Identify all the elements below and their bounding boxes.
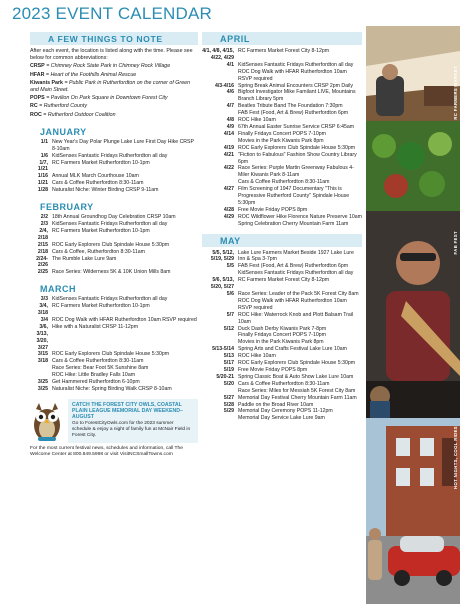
photo-label-fab: FAB FEST xyxy=(453,231,458,255)
event-text: FAB Fest (Food, Art & Brew) Rutherfordton 6pm xyxy=(238,110,349,117)
event-row xyxy=(202,339,362,346)
event-row xyxy=(202,124,362,131)
event-date: 2/15 xyxy=(37,241,48,248)
event-date: 4/27 xyxy=(223,186,234,193)
event-row xyxy=(202,374,362,381)
event-text: Finally Fridays Concert POPS 7-10pm xyxy=(238,130,326,137)
event-date: 4/8 xyxy=(226,117,234,124)
event-row xyxy=(30,379,198,386)
event-row xyxy=(30,317,198,324)
event-row xyxy=(202,291,362,298)
event-date: 5/13 xyxy=(223,353,234,360)
photo-label-market: RC FARMERS MARKET xyxy=(453,66,458,120)
event-row xyxy=(30,180,198,187)
event-date: 1/16 xyxy=(37,173,48,180)
event-row xyxy=(202,381,362,388)
event-text: Movies in the Park Kiwanis Park 8pm xyxy=(238,137,324,144)
event-date: 3/15 xyxy=(37,351,48,358)
event-date: 2/3 xyxy=(40,220,48,227)
event-row xyxy=(30,153,198,160)
month-heading: FEBRUARY xyxy=(40,202,94,213)
abbreviation-item xyxy=(30,72,198,79)
event-row xyxy=(30,139,198,153)
event-date: 3/4, 3/18 xyxy=(37,303,48,317)
event-text: Memorial Day Festival Cherry Mountain Farm 11am xyxy=(238,394,357,401)
event-text: ROC Hike: Little Bradley Falls 10am xyxy=(52,372,136,379)
event-date: 5/29 xyxy=(223,408,234,415)
abbreviation-key: POPS xyxy=(30,95,45,102)
event-text: Free Movie Friday POPS 8pm xyxy=(238,206,308,213)
promo-box xyxy=(68,399,198,443)
event-date: 1/21 xyxy=(37,180,48,187)
abbreviation-value: = Heart of the Foothills Animal Rescue xyxy=(44,71,137,78)
abbreviation-key: CRSP xyxy=(30,63,45,70)
event-row xyxy=(202,353,362,360)
event-row xyxy=(30,365,198,372)
event-text: KidSenses Fantastic Fridays Rutherfordton all day xyxy=(238,61,354,68)
event-text: Cars & Coffee Rutherfordton 8:30-11am xyxy=(238,380,330,387)
event-date: 5/19 xyxy=(223,366,234,373)
event-text: RC Farmers Market Rutherfordton 10-1pm xyxy=(52,227,150,234)
event-date xyxy=(30,372,52,379)
month-heading: APRIL xyxy=(202,32,362,45)
event-text: KidSenses Fantastic Fridays Rutherfordton all day xyxy=(52,220,168,227)
event-text: Race Series: Bear Foot 5K Sunshine 8am xyxy=(52,365,149,372)
event-date: 2/2 xyxy=(40,214,48,221)
event-text: Race Series: Leader of the Pack 5K Forest City 8am xyxy=(238,291,359,297)
abbreviation-value: = Rutherford Outdoor Coalition xyxy=(41,111,116,118)
event-text: FAB Fest (Food, Art & Brew) Rutherfordton 6pm xyxy=(238,263,349,270)
event-row xyxy=(30,228,198,242)
event-date: 5/5, 5/12, 5/19, 5/29 xyxy=(210,249,234,263)
event-date: 2/4, 2/18 xyxy=(37,227,48,241)
month-heading: MARCH xyxy=(40,284,76,295)
event-text: Bigfoot Investigator Mike Familant LIVE, Mountains Branch Library 5pm xyxy=(238,89,356,103)
event-date: 4/3-4/16 xyxy=(214,82,234,89)
event-date xyxy=(202,339,238,346)
event-text: RC Farmers Market Rutherfordton 10-1pm xyxy=(52,303,150,310)
event-date: 3/3 xyxy=(40,296,48,303)
event-row xyxy=(202,207,362,214)
event-text: ROC Wildflower Hike Florence Nature Preserve 10am xyxy=(238,213,362,220)
event-date: 5/5 xyxy=(226,263,234,270)
event-row xyxy=(202,131,362,138)
event-date: 4/14 xyxy=(223,130,234,137)
event-text: New Year's Day Polar Plunge Lake Lure First Day Hike CRSP 8-10am xyxy=(52,138,194,152)
event-row xyxy=(30,249,198,256)
event-text: Spring Break Animal Encounters CRSP 2pm Daily xyxy=(238,82,353,89)
event-text: Spring Celebration Cherry Mountain Farm 11am xyxy=(238,220,349,227)
event-date: 2/24-2/26 xyxy=(36,255,48,269)
owl-mascot-icon xyxy=(30,399,64,443)
event-date: 1/7, 1/21 xyxy=(37,159,48,173)
event-row xyxy=(202,312,362,326)
event-text: ROC Early Explorers Club Spindale House 5:30pm xyxy=(52,351,170,358)
event-row xyxy=(202,186,362,207)
event-row xyxy=(202,69,362,83)
owls-promo xyxy=(30,399,198,443)
event-row xyxy=(202,346,362,353)
event-row xyxy=(202,408,362,415)
event-row xyxy=(202,360,362,367)
event-row xyxy=(202,48,362,62)
left-months xyxy=(30,127,198,393)
event-text: Naturalist Niche: Spring Birding Walk CRSP 8-10am xyxy=(52,386,172,393)
event-text: Spring Classic Boat & Auto Show Lake Lure 10am xyxy=(238,373,354,380)
notes-header: A FEW THINGS TO NOTE xyxy=(30,32,198,45)
month-heading: MAY xyxy=(202,234,362,247)
event-row xyxy=(30,242,198,249)
event-text: Movies in the Park Kiwanis Park 8pm xyxy=(238,339,324,346)
event-date xyxy=(202,221,238,228)
event-row xyxy=(202,388,362,395)
event-date: 4/9 xyxy=(226,123,234,130)
car-show-photo xyxy=(366,418,460,604)
event-date: 5/13-5/14 xyxy=(212,346,234,353)
promo-heading: CATCH THE FOREST CITY OWLS, COASTAL PLAIN LEAGUE MEMORIAL DAY WEEKEND–AUGUST xyxy=(72,401,183,421)
event-text: Film Screening of 1947 Documentary "This is Progressive Rutherford County" Spindale House 5:30pm xyxy=(238,186,350,206)
event-row xyxy=(202,277,362,291)
event-row xyxy=(30,358,198,365)
event-row xyxy=(202,83,362,90)
event-row xyxy=(202,152,362,166)
event-text: ROC Hike: Waterrock Knob and Plott Balsam Trail 10am xyxy=(238,311,354,325)
event-row xyxy=(202,402,362,409)
abbreviation-item xyxy=(30,80,198,94)
event-date: 1/1 xyxy=(40,138,48,145)
event-text: Get Hammered Rutherfordton 6-10pm xyxy=(52,379,140,386)
middle-column xyxy=(202,32,362,422)
left-column xyxy=(30,32,198,459)
abbreviation-key: HFAR xyxy=(30,71,45,78)
event-row xyxy=(30,386,198,393)
event-row xyxy=(202,179,362,186)
event-date: 4/6 xyxy=(226,89,234,96)
mid-months xyxy=(202,32,362,422)
event-row xyxy=(202,110,362,117)
event-date: 4/1 xyxy=(226,61,234,68)
event-row xyxy=(30,221,198,228)
event-date: 5/7 xyxy=(226,311,234,318)
event-text: "Fiction to Fabulous" Fashion Show Country Library 6pm xyxy=(238,151,357,165)
event-row xyxy=(202,117,362,124)
event-date xyxy=(202,332,238,339)
event-row xyxy=(30,187,198,194)
event-date: 3/25 xyxy=(37,379,48,386)
event-date: 5/17 xyxy=(223,360,234,367)
event-date: 5/6, 5/13, 5/20, 5/27 xyxy=(210,277,234,291)
event-text: Memorial Day Ceremony POPS 11-12pm xyxy=(238,408,333,415)
event-text: ROC Dog Walk with HFAR Rutherfordton 10am RSVP required xyxy=(238,297,347,311)
abbreviation-item xyxy=(30,95,198,102)
abbreviation-key: RC xyxy=(30,103,38,110)
event-text: ROC Early Explorers Club Spindale House 5:30pm xyxy=(238,144,356,151)
event-text: Free Movie Friday POPS 8pm xyxy=(238,366,308,373)
page-title: 2023 EVENT CALENDAR xyxy=(12,4,213,23)
event-text: Spring Arts and Crafts Festival Lake Lure 10am xyxy=(238,346,347,353)
event-date xyxy=(202,298,238,312)
event-date xyxy=(202,270,238,277)
event-row xyxy=(30,173,198,180)
event-text: Lake Lure Farmers Market Beside 1927 Lake Lure Inn & Spa 3-7pm xyxy=(238,249,354,263)
event-text: Race Series: Wilderness 5K & 10K Union Mills 8am xyxy=(52,269,171,276)
event-row xyxy=(30,214,198,221)
event-row xyxy=(202,138,362,145)
event-date: 4/21 xyxy=(223,151,234,158)
abbreviation-value: = Pavilion On Park Square in Downtown Forest City xyxy=(44,95,168,102)
abbreviation-value: = Chimney Rock State Park in Chimney Rock Village xyxy=(44,63,171,70)
photo-label-cars: HOT NIGHTS, COOL RIDES xyxy=(453,426,458,489)
event-text: ROC Hike 10am xyxy=(238,353,276,360)
event-text: Cars & Coffee Rutherfordton 8:30-11am xyxy=(52,180,144,187)
event-date: 5/28 xyxy=(223,401,234,408)
event-row xyxy=(202,263,362,270)
event-date: 4/28 xyxy=(223,206,234,213)
event-date: 5/20 xyxy=(223,380,234,387)
event-text: Memorial Day Service Lake Lure 9am xyxy=(238,415,325,422)
event-text: RC Farmers Market Forest City 8-12pm xyxy=(238,48,330,54)
event-text: ROC Early Explorers Club Spindale House 5:30pm xyxy=(238,360,356,367)
event-date: 4/7 xyxy=(226,103,234,110)
event-text: Naturalist Niche: Winter Birding CRSP 9-11am xyxy=(52,187,159,194)
abbreviation-item xyxy=(30,63,198,70)
event-row xyxy=(202,367,362,374)
event-row xyxy=(202,103,362,110)
event-row xyxy=(202,221,362,228)
event-date: 5/6 xyxy=(226,291,234,297)
event-text: Duck Dash Derby Kiwanis Park 7-8pm xyxy=(238,325,327,332)
event-date: 4/1, 4/8, 4/15, 4/22, 4/29 xyxy=(202,48,234,61)
abbreviation-key: Kiwanis Park xyxy=(30,79,63,86)
abbreviation-value: = Rutherford County xyxy=(37,103,87,110)
event-row xyxy=(30,296,198,303)
event-text: KidSenses Fantastic Fridays Rutherfordton all day xyxy=(52,296,168,303)
event-row xyxy=(202,214,362,221)
event-row xyxy=(202,298,362,312)
farmers-market-photo xyxy=(366,26,460,211)
event-text: ROC Early Explorers Club Spindale House 5:30pm xyxy=(52,241,170,248)
abbreviation-key: ROC xyxy=(30,111,42,118)
event-date: 2/25 xyxy=(37,269,48,276)
event-row xyxy=(30,256,198,270)
promo-body: Go to ForestCityOwls.com for the 2023 summer schedule & enjoy a night of family fun at McNair Field in Forest City. xyxy=(72,420,191,438)
event-text: 18th Annual Groundhog Day Celebration CRSP 10am xyxy=(52,214,176,221)
month-heading: JANUARY xyxy=(40,126,87,137)
photo-strip xyxy=(366,26,460,604)
event-row xyxy=(202,415,362,422)
event-text: ROC Hike 10am xyxy=(238,117,276,124)
event-date xyxy=(202,138,238,145)
event-row xyxy=(202,165,362,179)
event-date: 3/25 xyxy=(37,386,48,393)
event-date: 1/6 xyxy=(40,152,48,159)
event-text: Cars & Coffee, Rutherfordton 8:30-11am xyxy=(52,248,145,255)
event-row xyxy=(202,145,362,152)
event-text: Race Series: Miles for Messiah 5K Forest City 8am xyxy=(238,387,356,394)
event-text: Annual MLK March Courthouse 10am xyxy=(52,173,139,180)
event-row xyxy=(30,372,198,379)
event-date: 4/29 xyxy=(223,213,234,220)
event-date: 1/28 xyxy=(37,187,48,194)
event-date: 3/4 xyxy=(40,316,48,323)
event-row xyxy=(202,270,362,277)
event-row xyxy=(202,62,362,69)
event-date: 4/22 xyxy=(223,165,234,172)
event-date xyxy=(30,365,52,372)
fab-fest-photo xyxy=(366,211,460,418)
event-date xyxy=(202,388,238,395)
event-row xyxy=(202,250,362,264)
event-text: Cars & Coffee Rutherfordton 8:30-11am xyxy=(52,358,144,365)
footer-note: For the most current festival news, schedules and information, call The Welcome Center at 800.849.5998 or visit VisitNCSmallTowns.com xyxy=(30,445,183,458)
event-row xyxy=(30,351,198,358)
event-row xyxy=(202,89,362,103)
abbreviation-item xyxy=(30,112,198,119)
event-date: 2/18 xyxy=(37,248,48,255)
notes-intro xyxy=(30,48,198,119)
event-date: 5/12 xyxy=(223,325,234,332)
event-text: The Rumble Lake Lure 9am xyxy=(52,255,117,262)
intro-text: After each event, the location is listed along with the time. Please see below for common abbreviations: xyxy=(30,48,193,62)
event-row xyxy=(202,332,362,339)
event-date: 3/6, 3/13, 3/20, 3/27 xyxy=(36,323,48,351)
event-row xyxy=(30,160,198,174)
event-text: ROC Dog Walk with HFAR Rutherfordton 10am RSVP required xyxy=(238,68,347,82)
event-text: ROC Dog Walk with HFAR Rutherfordton 10am RSVP required xyxy=(52,316,197,323)
event-row xyxy=(30,324,198,352)
event-date xyxy=(202,110,238,117)
event-date: 5/27 xyxy=(223,394,234,401)
event-date: 4/19 xyxy=(223,144,234,151)
event-text: Hike with a Naturalist CRSP 11-12pm xyxy=(52,323,139,330)
event-date: 3/18 xyxy=(37,358,48,365)
event-date xyxy=(202,415,238,422)
event-text: Race Series: Purple Martin Greenway Fabulous 4-Miler Kiwanis Park 8-11am xyxy=(238,165,354,179)
event-date: 5/20-21 xyxy=(216,373,234,380)
event-text: RC Farmers Market Forest City 8-12pm xyxy=(238,277,330,284)
event-text: KidSenses Fantastic Fridays Rutherfordton all day xyxy=(52,152,168,159)
event-text: Cars & Coffee Rutherfordton 8:30-11am xyxy=(238,179,330,186)
event-row xyxy=(30,269,198,276)
abbreviation-item xyxy=(30,103,198,110)
event-text: Paddle on the Broad River 10am xyxy=(238,401,314,408)
event-date xyxy=(202,179,238,186)
event-text: RC Farmers Market Rutherfordton 10-1pm xyxy=(52,159,150,166)
event-date xyxy=(202,69,238,83)
event-row xyxy=(202,395,362,402)
event-row xyxy=(30,303,198,317)
event-text: 67th Annual Easter Sunrise Service CRSP 6:45am xyxy=(238,123,355,130)
event-row xyxy=(202,326,362,333)
event-text: KidSenses Fantastic Fridays Rutherfordton all day xyxy=(238,270,354,277)
abbreviation-value: = Public Park in Rutherfordton on the corner of Green and Main Street. xyxy=(30,79,191,94)
event-text: Finally Fridays Concert POPS 7-10pm xyxy=(238,332,326,339)
abbreviation-list xyxy=(30,63,198,118)
event-text: Beatles Tribute Band The Foundation 7:30pm xyxy=(238,103,343,110)
